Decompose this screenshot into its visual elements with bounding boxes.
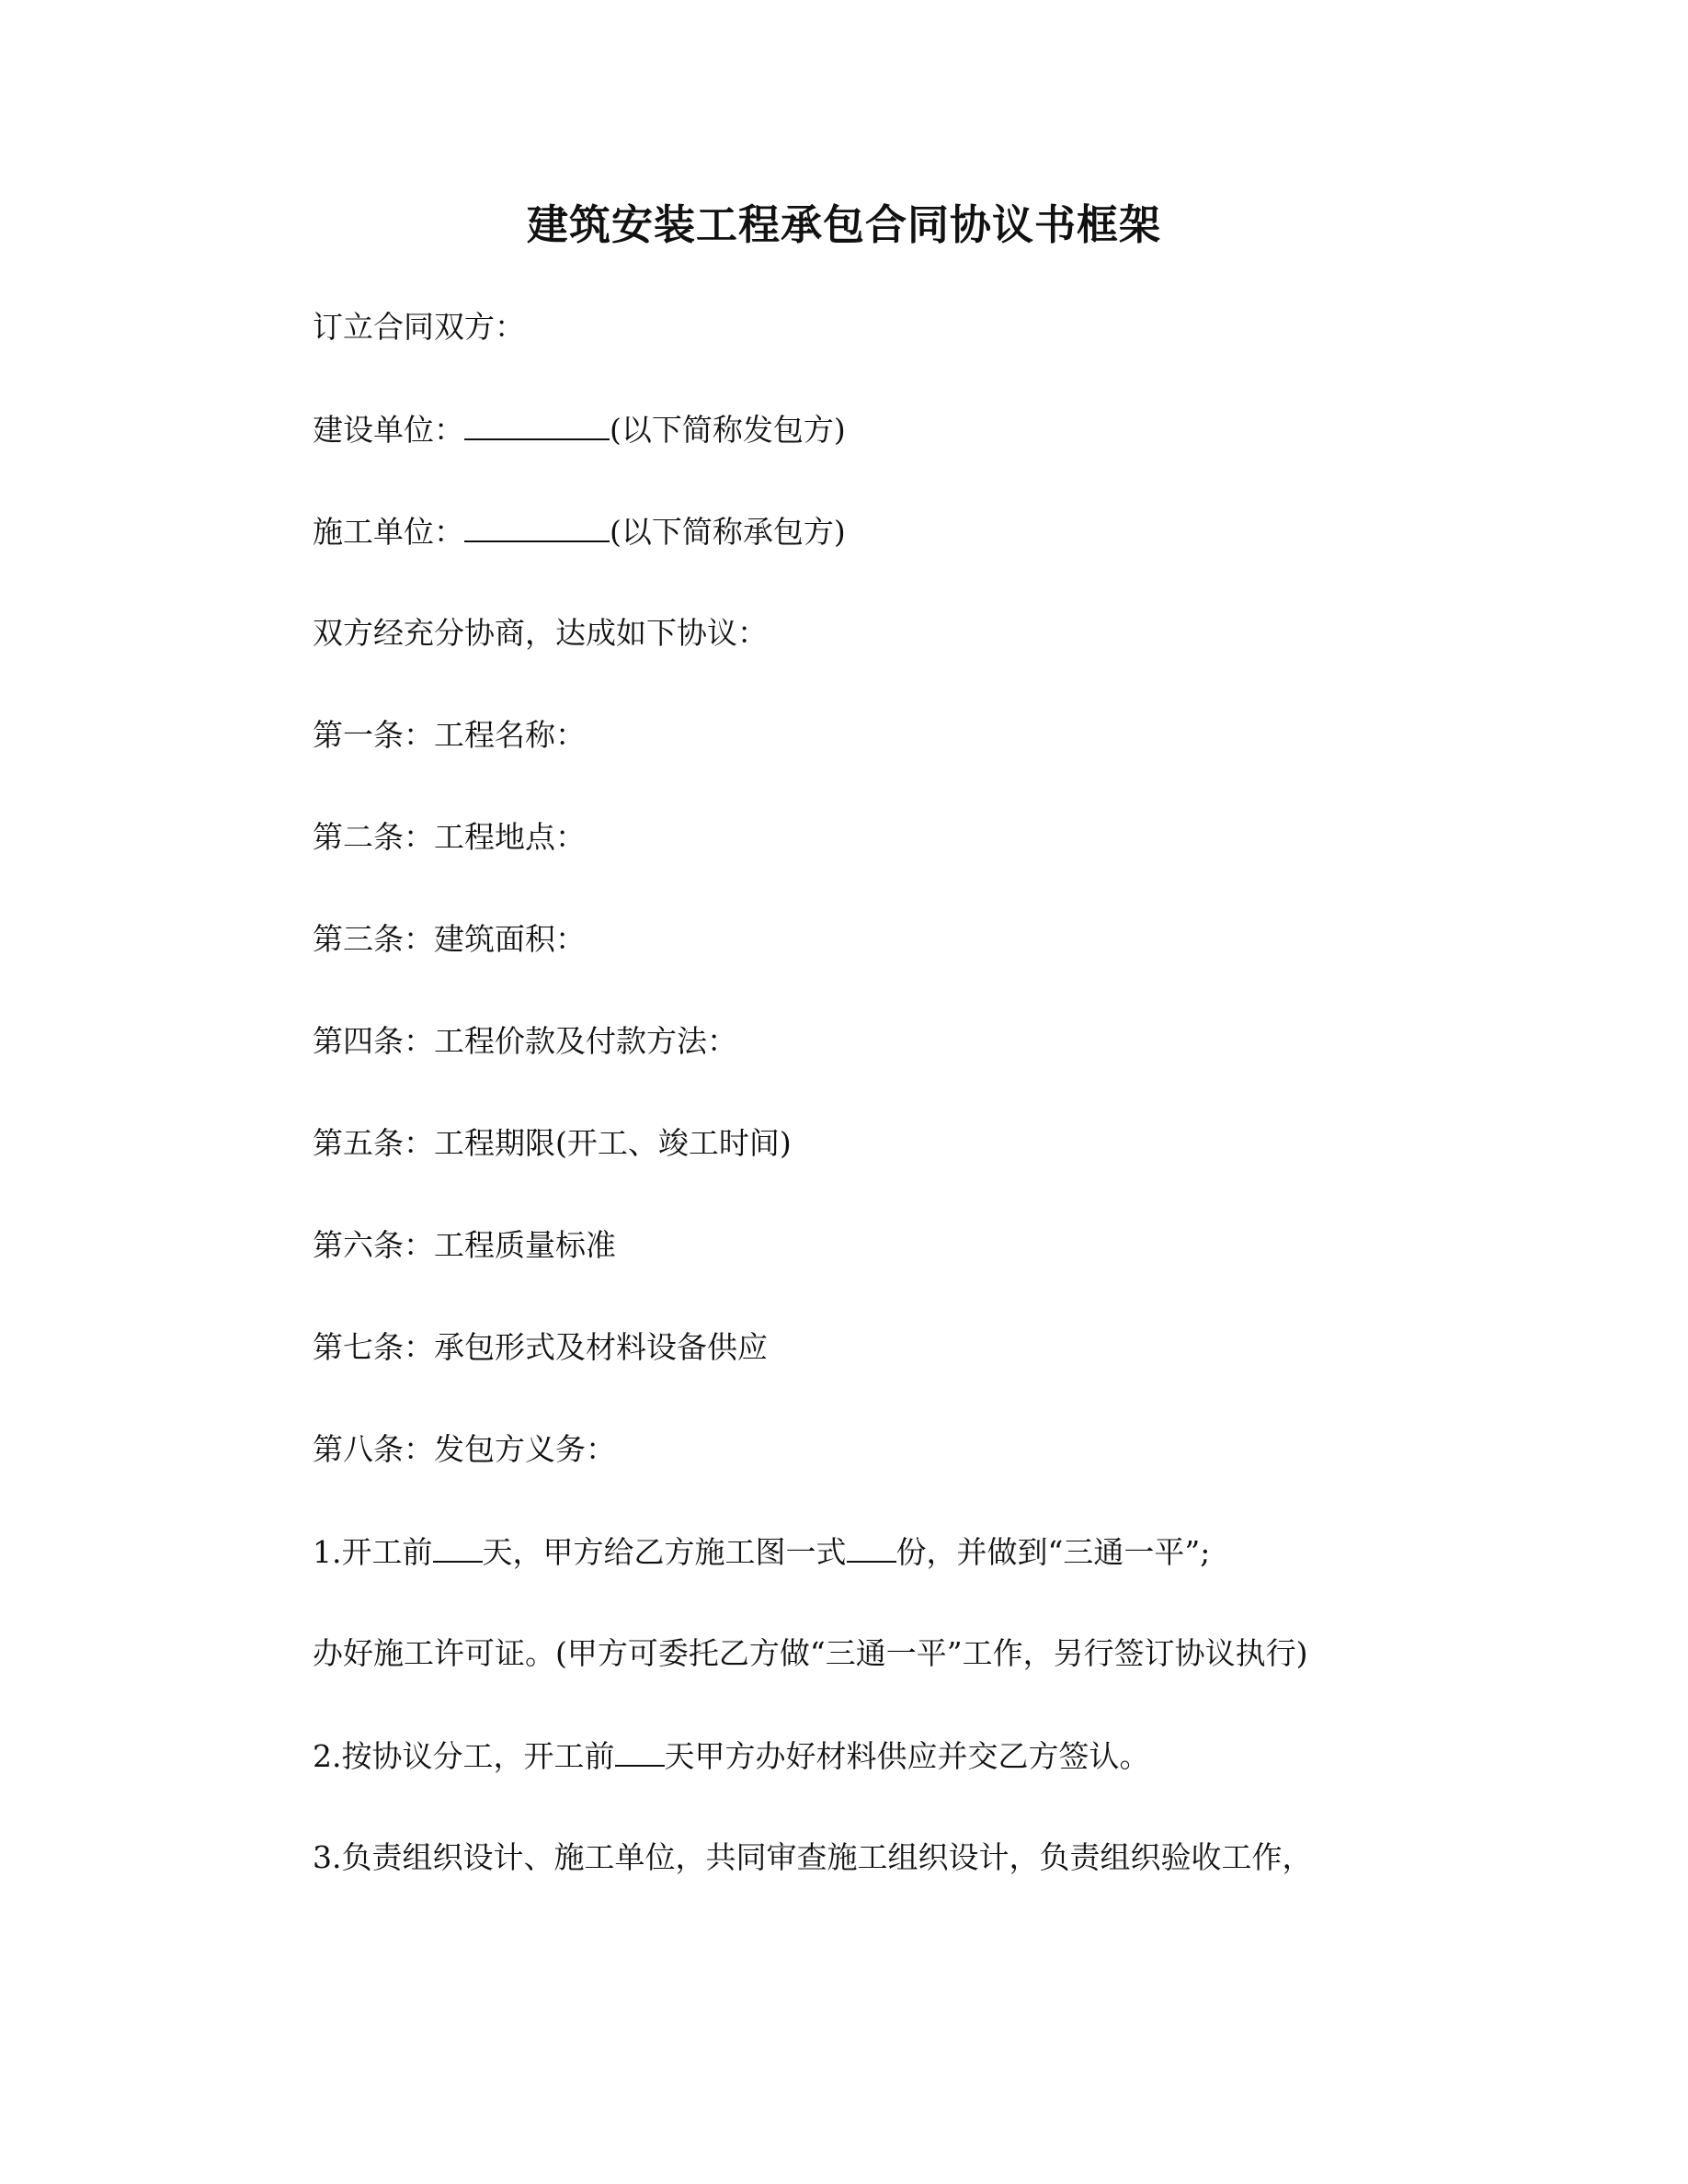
paragraph-agreement: 双方经充分协商，达成如下协议：: [313, 615, 768, 651]
article-3: 第三条：建筑面积：: [313, 921, 586, 957]
paragraph-parties: 订立合同双方：: [313, 309, 525, 345]
contractor-unit-blank: [464, 509, 610, 542]
owner-unit-blank: [464, 407, 610, 440]
article-6: 第六条：工程质量标准: [313, 1227, 616, 1263]
article-7: 第七条：承包形式及材料设备供应: [313, 1329, 768, 1365]
clause-1-continued: 办好施工许可证。(甲方可委托乙方做“三通一平”工作，另行签订协议执行): [313, 1635, 1308, 1671]
clause-1-days-blank: [433, 1530, 483, 1563]
article-5: 第五条：工程期限(开工、竣工时间): [313, 1125, 792, 1161]
contractor-unit-suffix: (以下简称承包方): [610, 514, 846, 550]
clause-2-part-b: 天甲方办好材料供应并交乙方签认。: [664, 1738, 1150, 1774]
clause-1-part-c: 份，并做到“三通一平”;: [895, 1534, 1211, 1570]
clause-2-days-blank: [615, 1734, 665, 1767]
article-2: 第二条：工程地点：: [313, 819, 586, 855]
document-title: 建筑安装工程承包合同协议书框架: [526, 200, 1161, 249]
article-1: 第一条：工程名称：: [313, 717, 586, 753]
article-8: 第八条：发包方义务：: [313, 1431, 616, 1467]
article-4: 第四条：工程价款及付款方法：: [313, 1023, 737, 1059]
owner-unit-suffix: (以下简称发包方): [610, 412, 846, 448]
clause-1: [313, 1530, 1416, 1574]
clause-2: [313, 1734, 1416, 1778]
contractor-unit-label: 施工单位：: [313, 514, 464, 550]
paragraph-contractor-unit: [313, 509, 1416, 553]
owner-unit-label: 建设单位：: [313, 412, 464, 448]
clause-2-part-a: 2.按协议分工，开工前: [313, 1738, 615, 1774]
document-body: [313, 305, 1416, 1938]
clause-1-copies-blank: [847, 1530, 896, 1563]
paragraph-owner-unit: [313, 407, 1416, 451]
clause-1-part-b: 天，甲方给乙方施工图一式: [482, 1534, 847, 1570]
clause-3: 3.负责组织设计、施工单位，共同审查施工组织设计，负责组织验收工作，: [313, 1839, 1313, 1875]
clause-1-part-a: 1.开工前: [313, 1534, 433, 1570]
